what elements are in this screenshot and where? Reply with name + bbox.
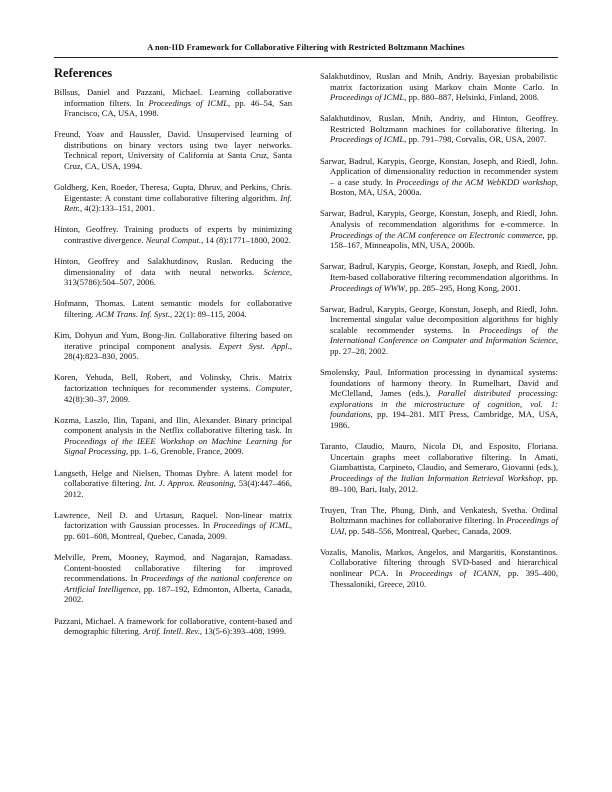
reference-entry (54, 129, 292, 171)
reference-text: Koren, Yehuda, Bell, Robert, and Volinsky, Chris. Matrix factorization techniques for recommender systems. (54, 372, 292, 393)
reference-venue: Proceedings of ICANN (409, 568, 499, 579)
reference-venue: Int. J. Approx. Reasoning (144, 478, 234, 489)
reference-venue: Neural Comput. (145, 235, 202, 246)
reference-venue: ACM Trans. Inf. Syst. (95, 309, 170, 319)
left-reference-list (54, 87, 292, 637)
reference-entry (54, 415, 292, 457)
reference-text: , pp. 27–28, 2002. (330, 335, 558, 356)
reference-text: , pp. 89–100, Bari, Italy, 2012. (330, 472, 558, 494)
reference-text: Salakhutdinov, Ruslan and Mnih, Andriy. Bayesian probabilistic matrix factorization using Markov chain Monte Carlo. In (320, 71, 558, 92)
reference-text: , 28(4):823–830, 2005. (64, 340, 292, 362)
reference-venue: Proceedings of the ACM conference on Electronic commerce (330, 229, 543, 240)
reference-text: , pp. 158–167, Minneapolis, MN, USA, 2000b. (330, 229, 558, 251)
reference-text: , 4(2):133–151, 2001. (80, 203, 155, 214)
reference-text: Smolensky, Paul. Information processing in dynamical systems: foundations of harmony theory. In Rumelhart, David and McClelland, James (eds.), (320, 367, 558, 399)
reference-entry (320, 156, 558, 198)
reference-text: Billsus, Daniel and Pazzani, Michael. Learning collaborative information filters. In (54, 87, 292, 108)
reference-text: , 22(1): 89–115, 2004. (170, 309, 247, 319)
reference-text: Melville, Prem, Mooney, Raymod, and Nagarajan, Ramadass. Content-boosted collaborative filtering for improved recommendations. In (54, 552, 292, 584)
reference-text: Sarwar, Badrul, Karypis, George, Konstan, Joseph, and Riedl, John. Analysis of recommendation algorithms for e-commerce. In (320, 208, 558, 230)
left-column (54, 66, 292, 647)
reference-venue: Proceedings of ICML (148, 97, 229, 108)
reference-entry (54, 372, 292, 404)
reference-text: Vozalis, Manolis, Markos, Angelos, and Margaritis, Konstantinos. Collaborative filtering through SVD-based and hierarchical nonlinear PCA. In (320, 546, 558, 579)
reference-text: , pp. 548–556, Montreal, Quebec, Canada, 2009. (344, 525, 512, 536)
reference-venue: Proceedings of the national conference on Artificial Intelligence (64, 573, 292, 594)
reference-entry (54, 510, 292, 542)
reference-venue: Proceedings of ICML (330, 134, 405, 145)
reference-entry (54, 468, 292, 500)
reference-text: Taranto, Claudio, Mauro, Nicola Di, and Esposito, Floriana. Uncertain graphs meet collaborative filtering. In Amati, Giambattista, Carpineto, Claudio, and Semeraro, Giovanni (eds.), (320, 441, 558, 473)
reference-entry (320, 261, 558, 293)
reference-entry (54, 256, 292, 288)
reference-text: , pp. 46–54, San Francisco, CA, USA, 1998. (64, 97, 293, 119)
reference-text: Langseth, Helge and Nielsen, Thomas Dyhre. A latent model for collaborative filtering. (54, 467, 292, 489)
running-header: A non-IID Framework for Collaborative Filtering with Restricted Boltzmann Machines (147, 43, 465, 52)
reference-venue: Proceedings of the ACM WebKDD workshop (396, 176, 556, 187)
reference-text: Hinton, Geoffrey. Training products of experts by minimizing contrastive divergence. (54, 224, 292, 246)
reference-venue: Artif. Intell. Rev. (143, 626, 200, 637)
reference-text: , pp. 395–400, Thessaloniki, Greece, 2010. (330, 568, 558, 589)
reference-venue: Computer (255, 382, 290, 393)
reference-entry (54, 552, 292, 605)
reference-text: , 42(8):30–37, 2009. (64, 382, 292, 404)
reference-venue: Proceedings of UAI (330, 515, 558, 536)
reference-entry (54, 182, 292, 214)
reference-entry (54, 298, 292, 319)
reference-text: Hinton, Geoffrey and Salakhutdinov, Ruslan. Reducing the dimensionality of data with neural networks. (54, 256, 292, 277)
reference-entry (320, 113, 558, 145)
reference-text: , pp. 285–295, Hong Kong, 2001. (405, 282, 521, 293)
reference-entry (320, 505, 558, 537)
reference-venue: Proceedings of the International Conference on Computer and Information Science (330, 324, 558, 346)
reference-venue: Expert Syst. Appl. (218, 340, 290, 351)
reference-venue: Proceedings of the Italian Information Retrieval Workshop (330, 472, 542, 483)
reference-venue: Parallel distributed processing: explorations in the microstructure of cognition, vol. 1: foundations (330, 388, 558, 420)
reference-text: Goldberg, Ken, Roeder, Theresa, Gupta, Dhruv, and Perkins, Chris. Eigentaste: A constant time collaborative filtering algorithm. (54, 182, 292, 203)
reference-text: , pp. 791–798, Corvalis, OR, USA, 2007. (404, 134, 547, 145)
reference-text: Sarwar, Badrul, Karypis, George, Konstan, Joseph, and Riedl, John. Incremental singular value decomposition algorithms for highly scalable recommender systems. In (320, 303, 558, 335)
reference-entry (320, 367, 558, 431)
reference-text: , 53(4):447–466, 2012. (64, 478, 292, 499)
right-reference-list (320, 71, 558, 589)
reference-text: Truyen, Tran The, Phung, Dinh, and Venkatesh, Svetha. Ordinal Boltzmann machines for collaborative filtering. In (320, 504, 558, 526)
reference-entry (320, 547, 558, 589)
reference-text: Freund, Yoav and Haussler, David. Unsupervised learning of distributions on binary vectors using two layer networks. Technical report, University of California at Santa Cruz, Santa Cruz, CA, USA, 1994. (54, 129, 292, 172)
reference-entry (320, 71, 558, 103)
reference-text: , 313(5786):504–507, 2006. (64, 266, 292, 288)
reference-venue: Proceedings of ICML (213, 520, 290, 531)
reference-venue: Proceedings of ICML (330, 92, 405, 103)
reference-text: Sarwar, Badrul, Karypis, George, Konstan, Joseph, and Riedl, John. Application of dimensionality reduction in recommender system – a case study. In (320, 155, 558, 187)
reference-text: , pp. 601–608, Montreal, Quebec, Canada, 2009. (64, 520, 293, 541)
reference-text: , pp. 194–281. MIT Press, Cambridge, MA, USA, 1986. (330, 409, 558, 431)
reference-venue: Proceedings of the IEEE Workshop on Machine Learning for Signal Processing (64, 435, 292, 457)
reference-venue: Proceedings of WWW (330, 282, 406, 293)
header-rule (54, 57, 558, 58)
reference-text: Hofmann, Thomas. Latent semantic models for collaborative filtering. (54, 298, 292, 319)
reference-text: Kozma, Laszlo, Ilin, Tapani, and Ilin, Alexander. Binary principal component analysis in the Netflix collaborative filtering task. In (54, 414, 292, 436)
reference-entry (54, 616, 292, 637)
reference-text: Kim, Dohyun and Yum, Bong-Jin. Collaborative filtering based on iterative principal component analysis. (54, 330, 292, 351)
reference-text: , 13(5-6):393–408, 1999. (199, 626, 287, 637)
reference-text: , Boston, MA, USA, 2000a. (330, 176, 558, 198)
reference-text: Pazzani, Michael. A framework for collaborative, content-based and demographic filtering. (54, 615, 292, 637)
right-column (320, 71, 558, 600)
reference-entry (320, 208, 558, 250)
reference-text: Sarwar, Badrul, Karypis, George, Konstan, Joseph, and Riedl, John. Item-based collaborative filtering recommendation algorithms. In (320, 261, 558, 282)
reference-entry (54, 87, 292, 119)
section-title: References (54, 66, 113, 80)
reference-text: , 14 (8):1771–1800, 2002. (201, 235, 291, 246)
reference-entry (320, 441, 558, 494)
reference-text: Salakhutdinov, Ruslan, Mnih, Andriy, and Hinton, Geoffrey. Restricted Boltzmann machines for collaborative filtering. In (320, 113, 558, 134)
reference-text: , pp. 187–192, Edmonton, Alberta, Canada, 2002. (64, 583, 292, 605)
reference-venue: Science (263, 266, 290, 277)
reference-text: , pp. 880–887, Helsinki, Finland, 2008. (404, 92, 540, 103)
reference-entry (320, 304, 558, 357)
reference-entry (54, 330, 292, 362)
reference-text: Lawrence, Neil D. and Urtasun, Raquel. Non-linear matrix factorization with Gaussian processes. In (54, 509, 292, 531)
reference-venue: Inf. Retr. (64, 192, 292, 214)
reference-text: , pp. 1–6, Grenoble, France, 2009. (125, 446, 244, 457)
reference-entry (54, 224, 292, 245)
